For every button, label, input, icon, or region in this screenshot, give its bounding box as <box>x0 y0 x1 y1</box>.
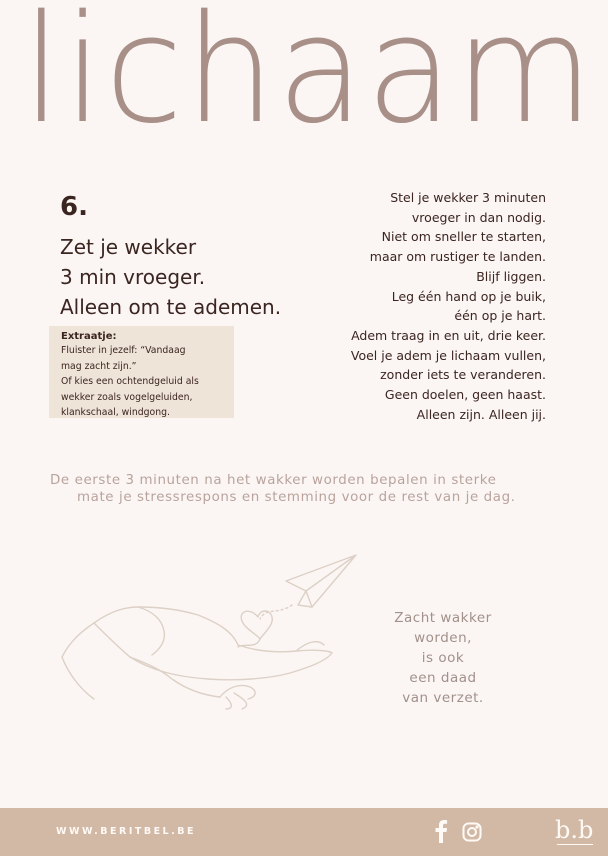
footer <box>0 808 608 856</box>
poem-line: Blijf liggen. <box>476 268 546 284</box>
headline <box>60 232 330 322</box>
poem-line: Voel je adem je lichaam vullen, <box>350 347 546 363</box>
quote <box>370 608 516 708</box>
poem-line: zonder iets te veranderen. <box>380 367 546 383</box>
quote-line: Zacht wakker <box>394 610 492 626</box>
poem-line: Stel je wekker 3 minuten <box>390 190 546 205</box>
hand-drawing <box>220 685 255 709</box>
quote-line: worden, <box>414 630 472 646</box>
poem-line: Niet om sneller te starten, <box>381 229 546 245</box>
website-link[interactable]: WWW.BERITBEL.BE <box>56 826 196 837</box>
poem-line: Adem traag in en uit, drie keer. <box>351 327 546 343</box>
page-title: lichaam <box>22 0 596 157</box>
extraatje-text: Fluister in jezelf: “Vandaag mag zacht zijn.” Of kies een ochtendgeluid als wekker zoals vogelgeluiden, klankschaal, windgong. <box>61 345 199 418</box>
fact-line: mate je stressrespons en stemming voor de rest van je dag. <box>77 489 516 505</box>
line-art-illustration <box>60 545 370 710</box>
quote-line: van verzet. <box>402 690 484 706</box>
heart-icon <box>241 611 272 639</box>
quote-line: is ook <box>421 650 465 666</box>
extraatje-box <box>49 326 234 418</box>
headline-line: Zet je wekker <box>60 235 197 259</box>
instagram-icon[interactable] <box>462 822 482 842</box>
headline-line: Alleen om te ademen. <box>60 295 282 319</box>
fact-text <box>50 473 550 506</box>
poem-line: één op je hart. <box>454 308 546 324</box>
poem-line: Geen doelen, geen haast. <box>384 387 546 403</box>
poem-line: Leg één hand op je buik, <box>391 288 546 304</box>
fact-line: De eerste 3 minuten na het wakker worden bepalen in sterke <box>50 473 497 488</box>
poem-line: maar om rustiger te landen. <box>369 249 546 265</box>
paper-plane-icon <box>286 555 356 607</box>
poem-line: vroeger in dan nodig. <box>411 209 546 225</box>
brand-logo <box>553 814 597 852</box>
extraatje-label: Extraatje: <box>61 331 117 342</box>
logo-text: b.b <box>555 816 594 844</box>
facebook-icon[interactable] <box>432 819 450 843</box>
poem-line: Alleen zijn. Alleen jij. <box>416 406 546 422</box>
headline-line: 3 min vroeger. <box>60 265 206 289</box>
step-number: 6. <box>60 192 88 222</box>
quote-line: een daad <box>409 670 477 686</box>
poem <box>351 188 546 424</box>
